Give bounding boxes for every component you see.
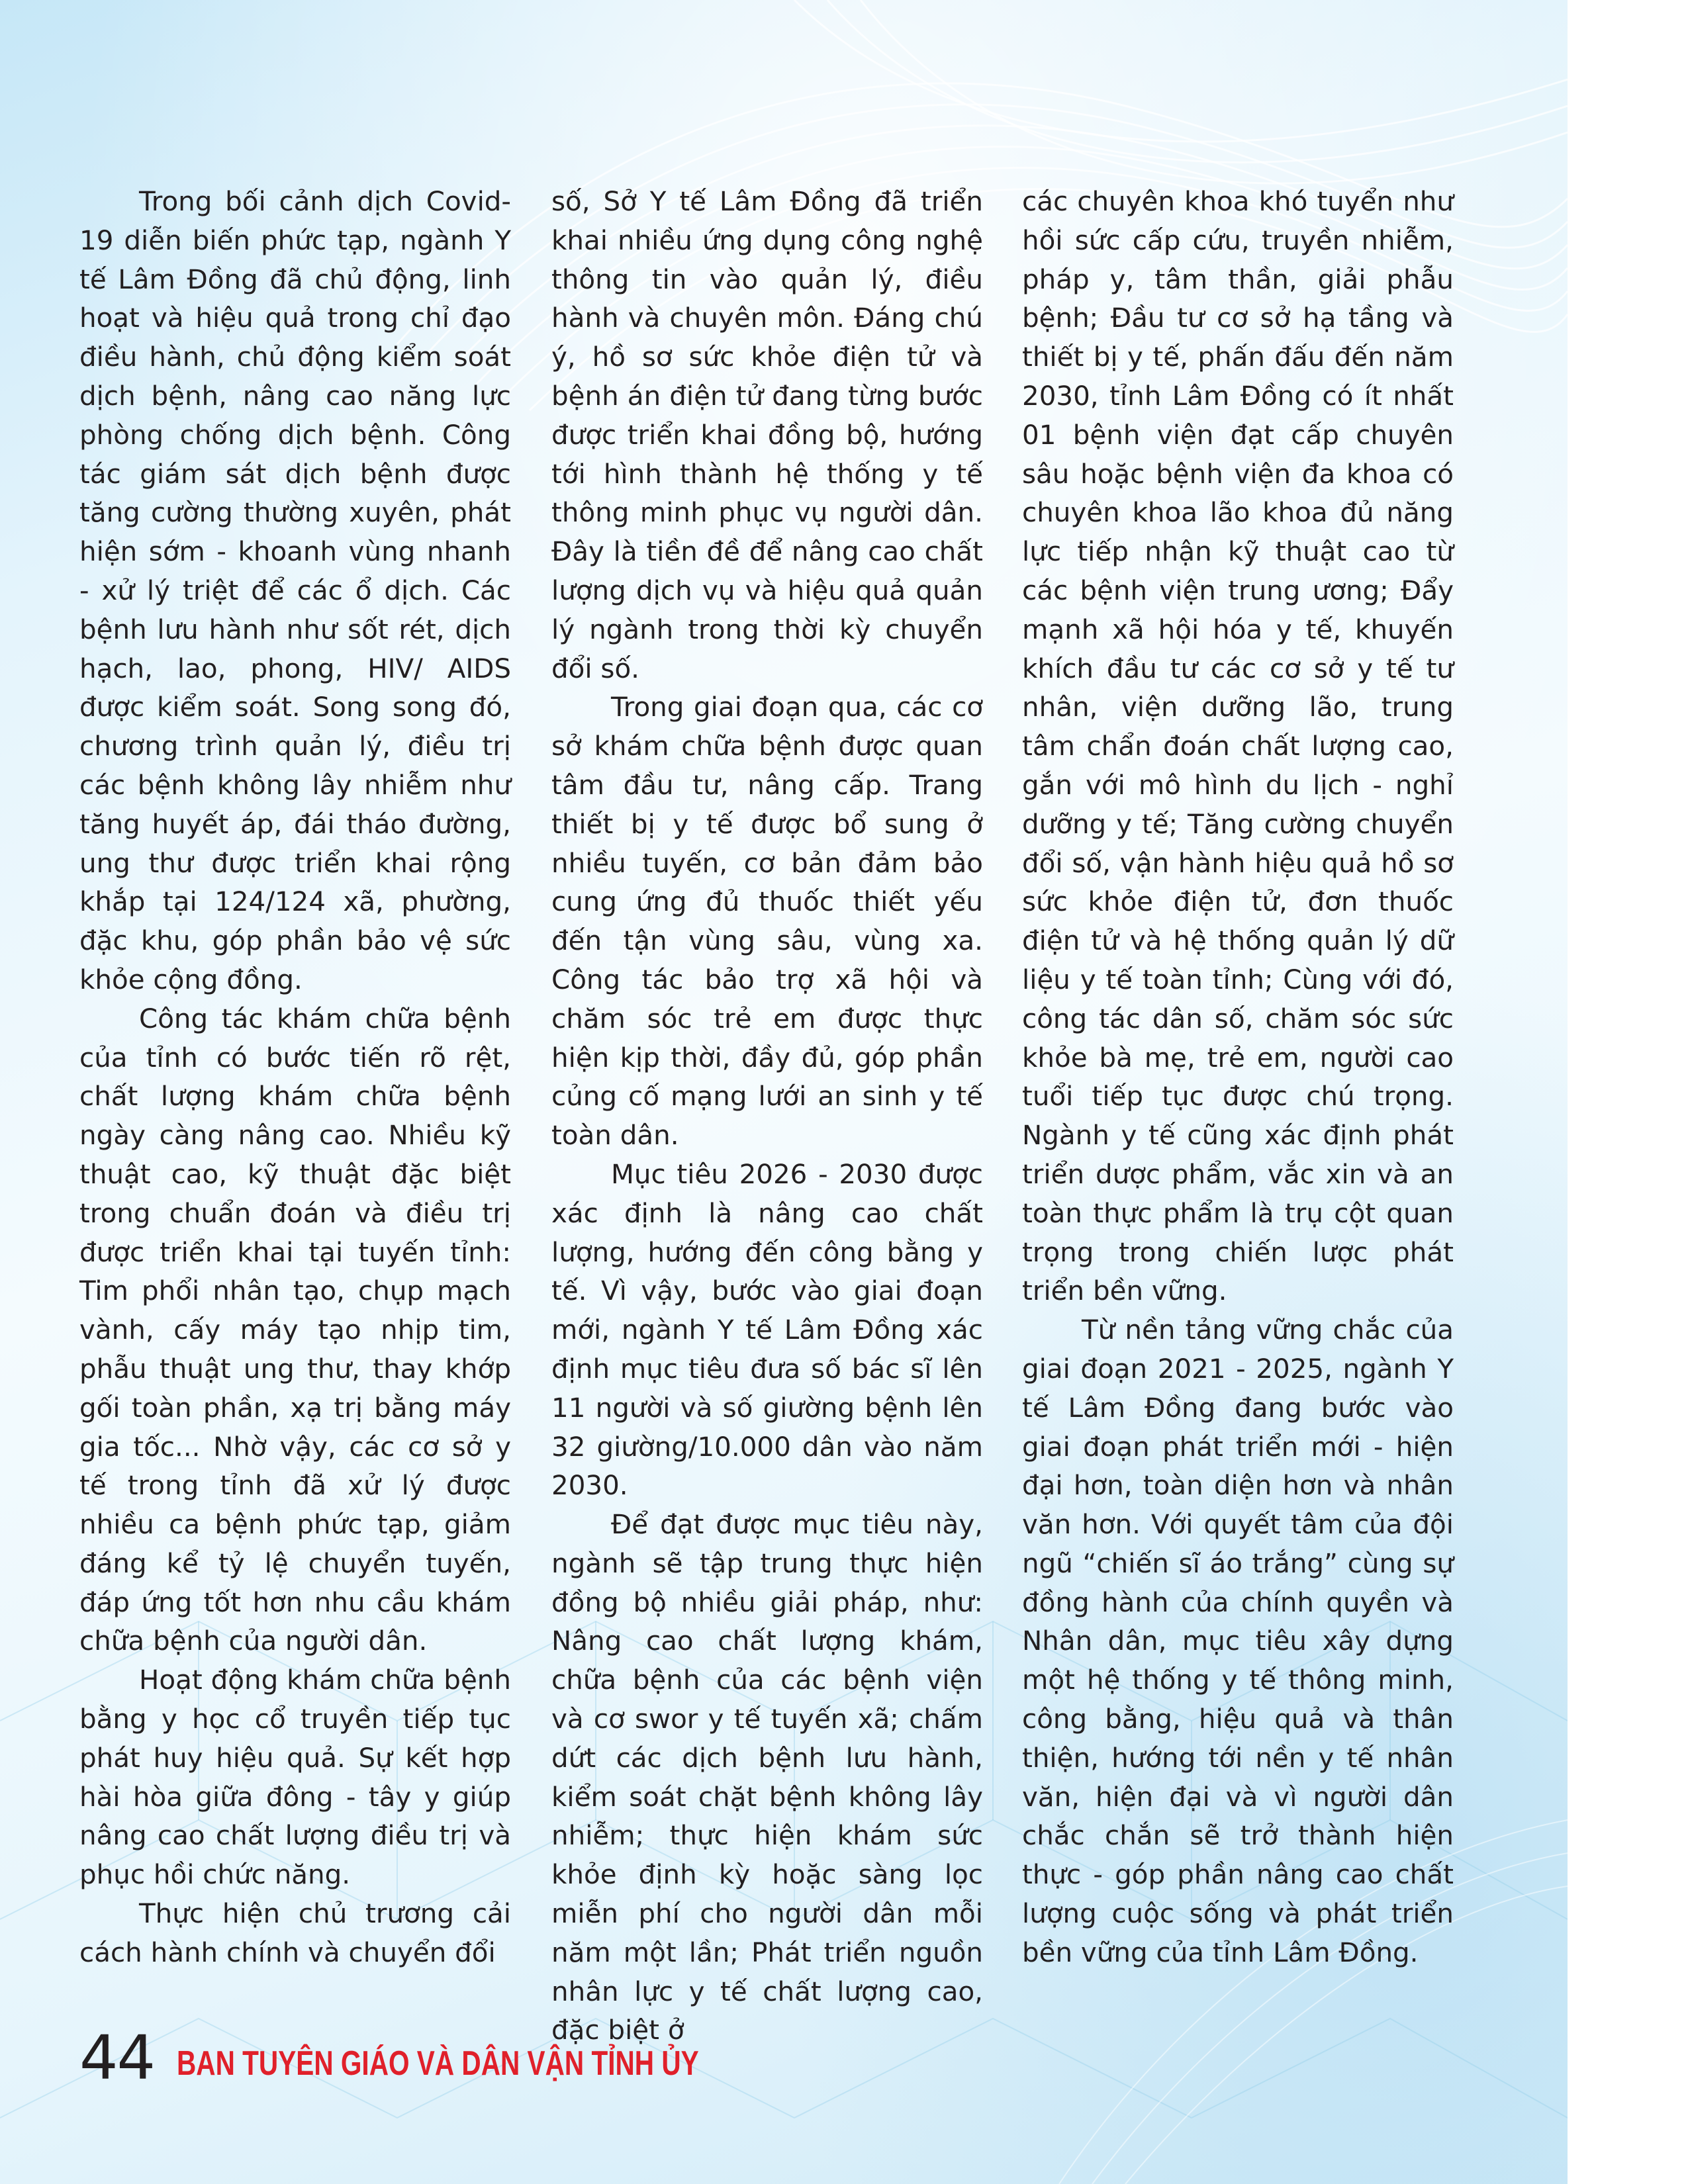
paragraph: Để đạt được mục tiêu này, ngành sẽ tập trung thực hiện đồng bộ nhiều giải pháp, như: Nâng cao chất lượng khám, chữa bệnh của các bệnh viện và cơ swor y tế tuyến xã; chấm dứt các dịch bệnh lưu hành, kiểm soát chặt bệnh không lây nhiễm; thực hiện khám sức khỏe định kỳ hoặc sàng lọc miễn phí cho người dân mỗi năm một lần; Phát triển nguồn nhân lực y tế chất lượng cao, đặc biệt ở bbox=[551, 1508, 983, 2046]
paragraph: Trong bối cảnh dịch Covid-19 diễn biến phức tạp, ngành Y tế Lâm Đồng đã chủ động, linh hoạt và hiệu quả trong chỉ đạo điều hành, chủ động kiểm soát dịch bệnh, nâng cao năng lực phòng chống dịch bệnh. Công tác giám sát dịch bệnh được tăng cường thường xuyên, phát hiện sớm - khoanh vùng nhanh - xử lý triệt để các ổ dịch. Các bệnh lưu hành như sốt rét, dịch hạch, lao, phong, HIV/ AIDS được kiểm soát. Song song đó, chương trình quản lý, điều trị các bệnh không lây nhiễm như tăng huyết áp, đái tháo đường, ung thư được triển khai rộng khắp tại 124/124 xã, phường, đặc khu, góp phần bảo vệ sức khỏe cộng đồng. bbox=[79, 185, 511, 995]
paragraph: Thực hiện chủ trương cải cách hành chính và chuyển đổi bbox=[79, 1897, 511, 1968]
paragraph: Từ nền tảng vững chắc của giai đoạn 2021 - 2025, ngành Y tế Lâm Đồng đang bước vào giai đoạn phát triển mới - hiện đại hơn, toàn diện hơn và nhân văn hơn. Với quyết tâm của đội ngũ “chiến sĩ áo trắng” cùng sự đồng hành của chính quyền và Nhân dân, mục tiêu xây dựng một hệ thống y tế thông minh, công bằng, hiệu quả và thân thiện, hướng tới nền y tế nhân văn, hiện đại và vì người dân chắc chắn sẽ trở thành hiện thực - góp phần nâng cao chất lượng cuộc sống và phát triển bền vững của tỉnh Lâm Đồng. bbox=[1022, 1314, 1454, 1968]
paragraph: Công tác khám chữa bệnh của tỉnh có bước tiến rõ rệt, chất lượng khám chữa bệnh ngày càng nâng cao. Nhiều kỹ thuật cao, kỹ thuật đặc biệt trong chuẩn đoán và điều trị được triển khai tại tuyến tỉnh: Tim phổi nhân tạo, chụp mạch vành, cấy máy tạo nhịp tim, phẫu thuật ung thư, thay khớp gối toàn phần, xạ trị bằng máy gia tốc... Nhờ vậy, các cơ sở y tế trong tỉnh đã xử lý được nhiều ca bệnh phức tạp, giảm đáng kể tỷ lệ chuyển tuyến, đáp ứng tốt hơn nhu cầu khám chữa bệnh của người dân. bbox=[79, 1002, 511, 1657]
paragraph-continued: số, Sở Y tế Lâm Đồng đã triển khai nhiều ứng dụng công nghệ thông tin vào quản lý, điều hành và chuyên môn. Đáng chú ý, hồ sơ sức khỏe điện tử và bệnh án điện tử đang từng bước được triển khai đồng bộ, hướng tới hình thành hệ thống y tế thông minh phục vụ người dân. Đây là tiền đề để nâng cao chất lượng dịch vụ và hiệu quả quản lý ngành trong thời kỳ chuyển đổi số. bbox=[551, 185, 983, 684]
paragraph-continued: các chuyên khoa khó tuyển như hồi sức cấp cứu, truyền nhiễm, pháp y, tâm thần, giải phẫu bệnh; Đầu tư cơ sở hạ tầng và thiết bị y tế, phấn đấu đến năm 2030, tỉnh Lâm Đồng có ít nhất 01 bệnh viện đạt cấp chuyên sâu hoặc bệnh viện đa khoa có chuyên khoa lão khoa đủ năng lực tiếp nhận kỹ thuật cao từ các bệnh viện trung ương; Đẩy mạnh xã hội hóa y tế, khuyến khích đầu tư các cơ sở y tế tư nhân, viện dưỡng lão, trung tâm chẩn đoán chất lượng cao, gắn với mô hình du lịch - nghỉ dưỡng y tế; Tăng cường chuyển đổi số, vận hành hiệu quả hồ sơ sức khỏe điện tử, đơn thuốc điện tử và hệ thống quản lý dữ liệu y tế toàn tỉnh; Cùng với đó, công tác dân số, chăm sóc sức khỏe bà mẹ, trẻ em, người cao tuổi tiếp tục được chú trọng. Ngành y tế cũng xác định phát triển dược phẩm, vắc xin và an toàn thực phẩm là trụ cột quan trọng trong chiến lược phát triển bền vững. bbox=[1022, 185, 1454, 1307]
page-margin-white bbox=[1568, 0, 1688, 2184]
article-column-3 bbox=[1022, 182, 1454, 1972]
page-number: 44 bbox=[79, 2023, 155, 2093]
paragraph: Trong giai đoạn qua, các cơ sở khám chữa bệnh được quan tâm đầu tư, nâng cấp. Trang thiết bị y tế được bổ sung ở nhiều tuyến, cơ bản đảm bảo cung ứng đủ thuốc thiết yếu đến tận vùng sâu, vùng xa. Công tác bảo trợ xã hội và chăm sóc trẻ em được thực hiện kịp thời, đầy đủ, góp phần củng cố mạng lưới an sinh y tế toàn dân. bbox=[551, 691, 983, 1152]
paragraph: Hoạt động khám chữa bệnh bằng y học cổ truyền tiếp tục phát huy hiệu quả. Sự kết hợp hài hòa giữa đông - tây y giúp nâng cao chất lượng điều trị và phục hồi chức năng. bbox=[79, 1664, 511, 1891]
paragraph: Mục tiêu 2026 - 2030 được xác định là nâng cao chất lượng, hướng đến công bằng y tế. Vì vậy, bước vào giai đoạn mới, ngành Y tế Lâm Đồng xác định mục tiêu đưa số bác sĩ lên 11 người và số giường bệnh lên 32 giường/10.000 dân vào năm 2030. bbox=[551, 1158, 983, 1502]
page-footer bbox=[79, 2012, 846, 2091]
publisher-name: BAN TUYÊN GIÁO VÀ DÂN VẬN TỈNH ỦY bbox=[177, 2044, 699, 2083]
article-column-1 bbox=[79, 182, 511, 1972]
article-column-2 bbox=[551, 182, 983, 2050]
